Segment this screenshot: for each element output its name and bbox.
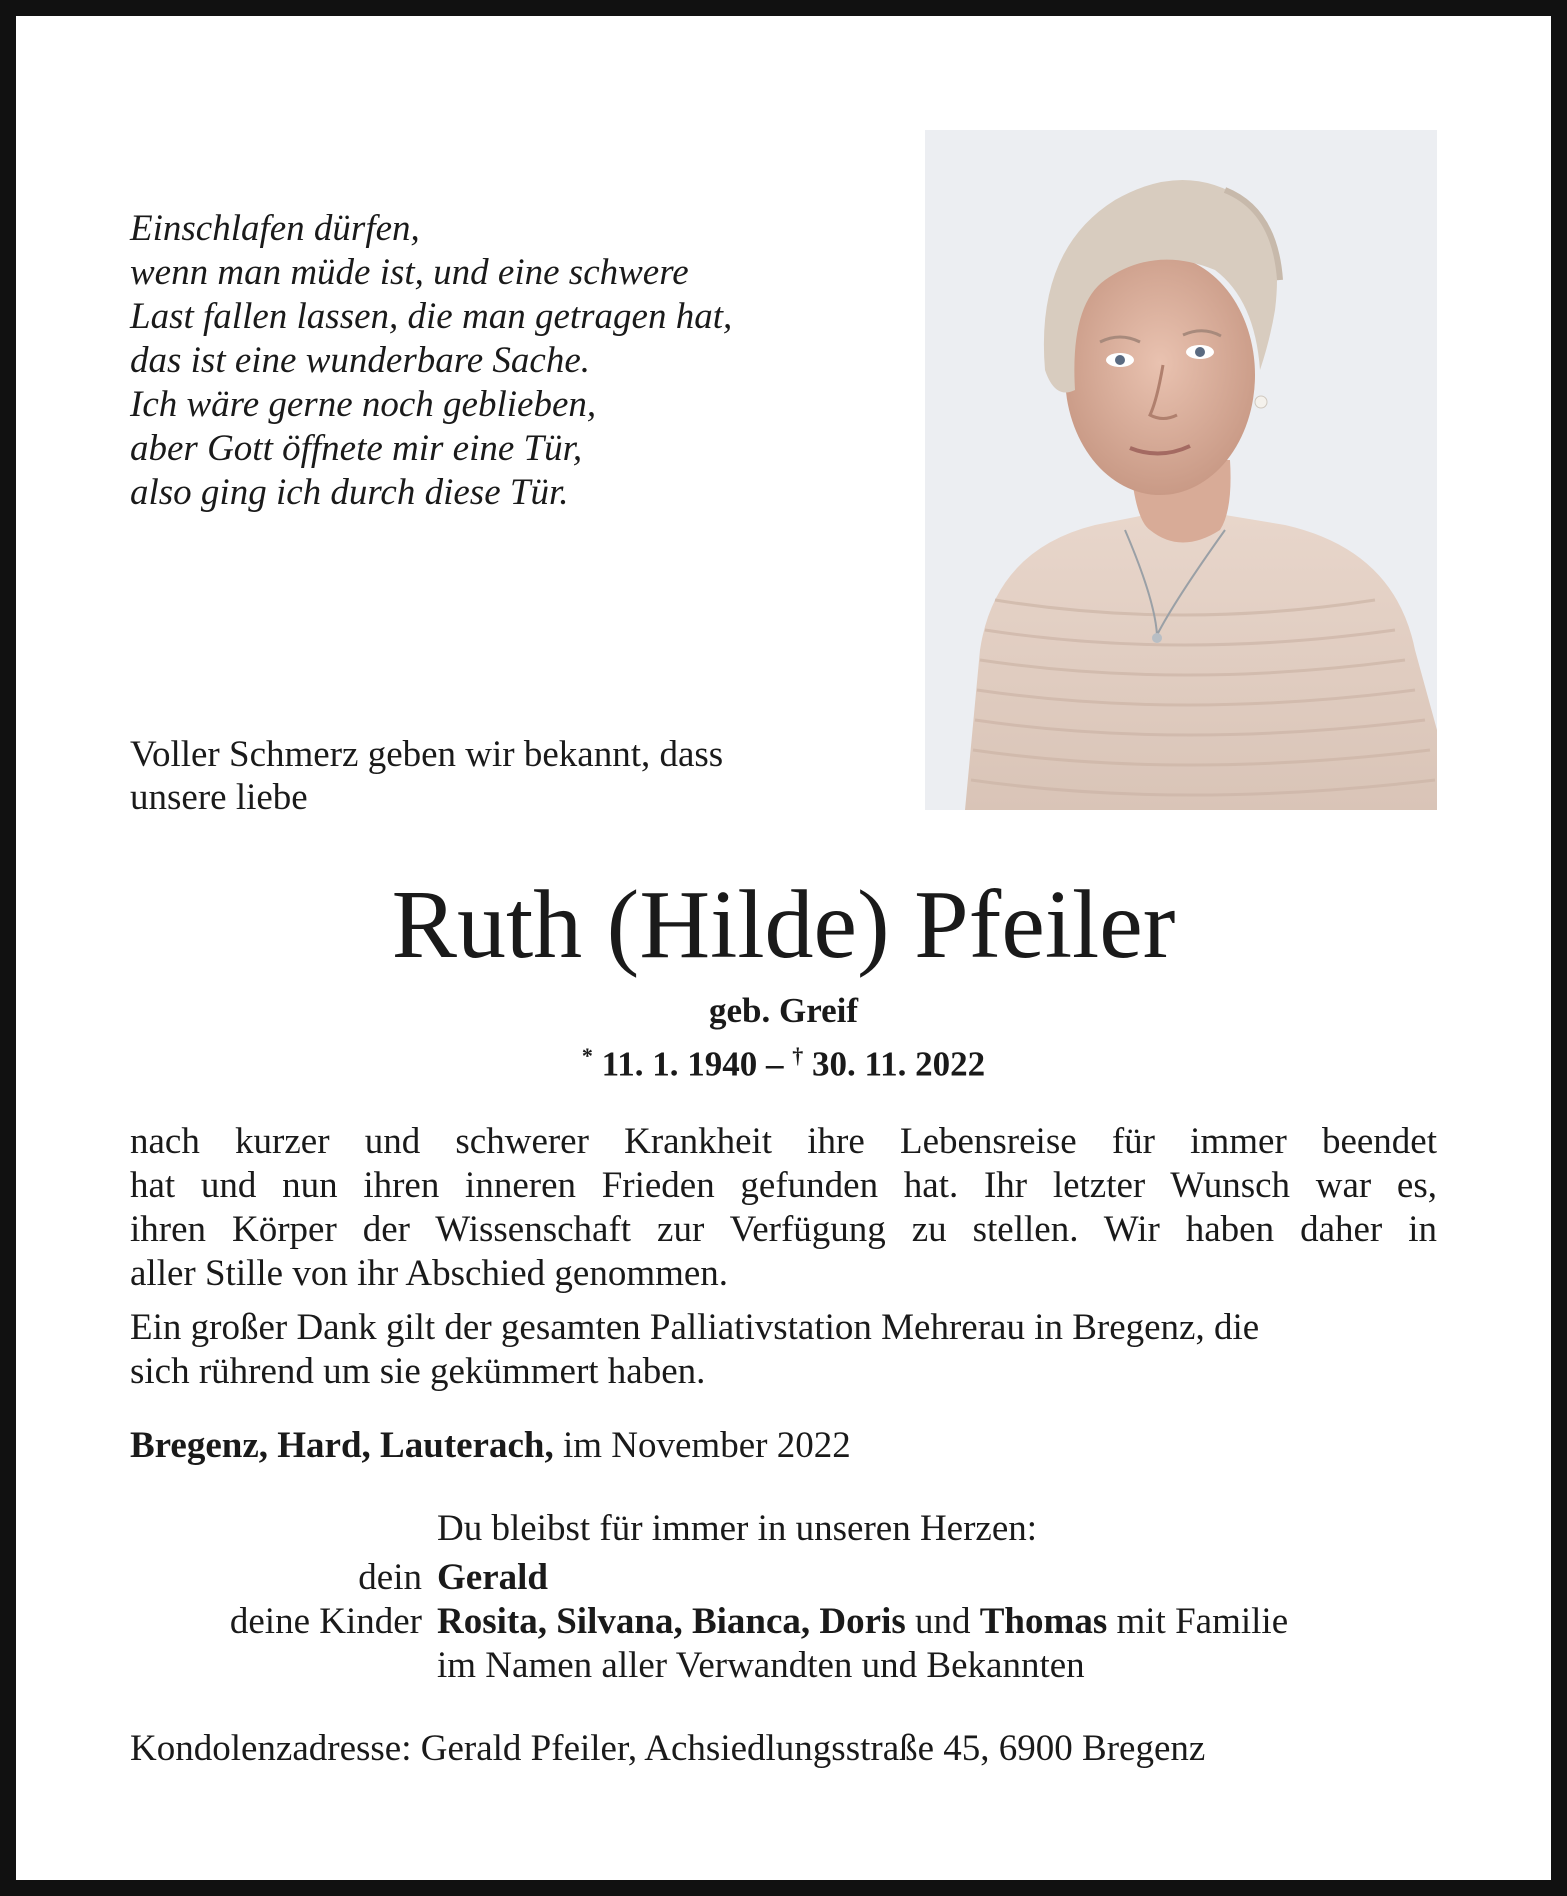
and-word: und	[915, 1601, 971, 1642]
maiden-name: geb. Greif	[708, 991, 859, 1030]
mourner-labels	[230, 1556, 422, 1644]
child-name: Rosita,	[437, 1601, 547, 1642]
poem-line: also ging ich durch diese Tür.	[130, 472, 569, 513]
month-year: im November 2022	[562, 1425, 851, 1466]
poem-line: Last fallen lassen, die man getragen hat,	[130, 296, 733, 337]
date-separator: –	[766, 1044, 784, 1084]
children-line	[437, 1600, 1288, 1644]
child-name: Silvana,	[556, 1601, 683, 1642]
announcement-body	[130, 1120, 1437, 1394]
death-cross-icon: †	[792, 1043, 804, 1068]
mourner-names	[437, 1556, 1288, 1688]
intro-line: Voller Schmerz geben wir bekannt, dass	[130, 734, 724, 775]
child-name: Bianca,	[691, 1601, 811, 1642]
body-line: ihren Körper der Wissenschaft zur Verfügung zu stellen. Wir haben daher in	[130, 1209, 1437, 1250]
life-dates	[0, 1035, 1567, 1086]
body-line: aller Stille von ihr Abschied genommen.	[130, 1253, 729, 1294]
poem-line: Ich wäre gerne noch geblieben,	[130, 384, 597, 425]
towns: Bregenz, Hard, Lauterach,	[130, 1425, 554, 1466]
poem-line: Einschlafen dürfen,	[130, 208, 420, 249]
thanks-line: sich rührend um sie gekümmert haben.	[130, 1351, 706, 1392]
death-date: 30. 11. 2022	[812, 1044, 986, 1084]
relatives-line: im Namen aller Verwandten und Bekannten	[437, 1645, 1085, 1686]
body-paragraph	[130, 1120, 1437, 1296]
child-name: Doris	[819, 1601, 906, 1642]
portrait-photo	[925, 130, 1437, 810]
poem-line: das ist eine wunderbare Sache.	[130, 340, 591, 381]
intro-text	[130, 733, 850, 819]
mourner-label: deine Kinder	[229, 1601, 422, 1642]
mourner-label: dein	[358, 1557, 422, 1598]
birth-star-icon: *	[581, 1043, 593, 1068]
intro-line: unsere liebe	[130, 777, 308, 818]
birth-date: 11. 1. 1940	[601, 1044, 758, 1084]
thanks-paragraph	[130, 1306, 1437, 1394]
poem-line: aber Gott öffnete mir eine Tür,	[130, 428, 583, 469]
body-line: nach kurzer und schwerer Krankheit ihre Lebensreise für immer beendet	[130, 1121, 1437, 1162]
mourners-heading: Du bleibst für immer in unseren Herzen:	[437, 1508, 1038, 1549]
portrait-image	[925, 130, 1437, 810]
poem	[130, 207, 830, 515]
condolence-address: Kondolenzadresse: Gerald Pfeiler, Achsiedlungsstraße 45, 6900 Bregenz	[130, 1728, 1206, 1769]
thanks-line: Ein großer Dank gilt der gesamten Palliativstation Mehrerau in Bregenz, die	[130, 1307, 1260, 1348]
spouse-name: Gerald	[437, 1557, 548, 1598]
poem-line: wenn man müde ist, und eine schwere	[130, 252, 689, 293]
body-line: hat und nun ihren inneren Frieden gefunden hat. Ihr letzter Wunsch war es,	[130, 1165, 1437, 1206]
with-family: mit Familie	[1116, 1601, 1289, 1642]
child-name: Thomas	[979, 1601, 1108, 1642]
place-date	[130, 1424, 851, 1468]
deceased-name: Ruth (Hilde) Pfeiler	[391, 871, 1176, 979]
